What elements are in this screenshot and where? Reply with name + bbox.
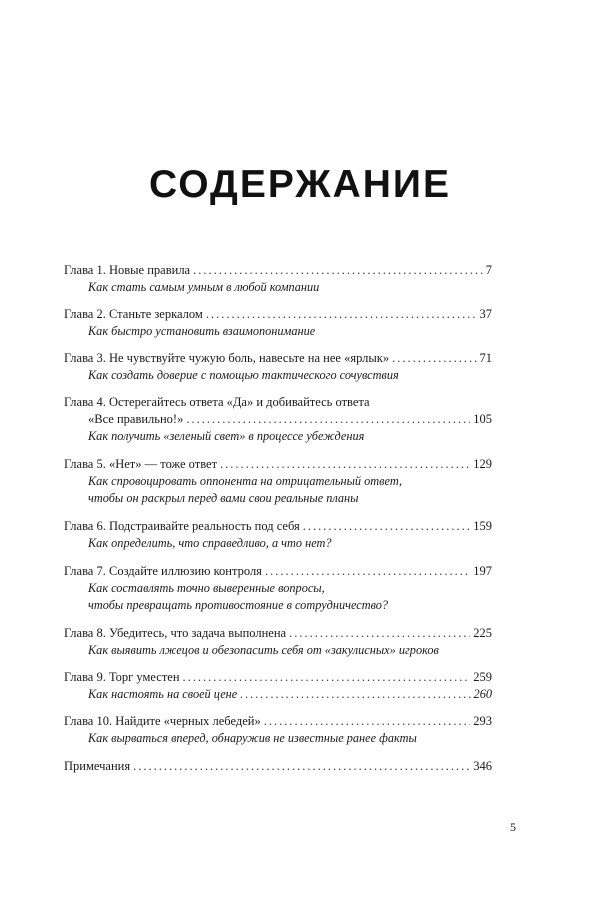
dot-leader xyxy=(133,758,470,775)
dot-leader xyxy=(240,686,470,703)
chapter-subtitle: Как спровоцировать оппонента на отрицательный ответ, xyxy=(88,474,403,488)
toc-entry-chapter-10[interactable] xyxy=(64,713,492,747)
toc-entry-chapter-3[interactable] xyxy=(64,350,492,384)
chapter-title: Глава 6. Подстраивайте реальность под себя xyxy=(64,519,300,533)
chapter-title: Глава 10. Найдите «черных лебедей» xyxy=(64,714,261,728)
toc-line xyxy=(64,563,492,580)
toc-line xyxy=(64,758,492,775)
page-number: 129 xyxy=(473,457,492,471)
page-number: 71 xyxy=(479,351,492,365)
page-title: СОДЕРЖАНИЕ xyxy=(149,163,451,206)
toc-line xyxy=(64,686,492,703)
toc-entry-chapter-7[interactable] xyxy=(64,563,492,614)
page-number: 37 xyxy=(479,307,492,321)
chapter-subtitle: Как настоять на своей цене xyxy=(88,687,238,701)
dot-leader xyxy=(186,411,470,428)
dot-leader xyxy=(303,518,470,535)
toc-line xyxy=(64,713,492,730)
toc-entry-chapter-1[interactable] xyxy=(64,262,492,296)
toc-line xyxy=(64,518,492,535)
table-of-contents xyxy=(64,262,492,775)
chapter-subtitle: Как определить, что справедливо, а что нет? xyxy=(88,536,332,550)
page-folio-number: 5 xyxy=(510,820,516,834)
dot-leader xyxy=(264,713,471,730)
page-number: 105 xyxy=(473,412,492,426)
chapter-subtitle: Как получить «зеленый свет» в процессе убеждения xyxy=(88,429,365,443)
dot-leader xyxy=(265,563,470,580)
chapter-subtitle: Как создать доверие с помощью тактического сочувствия xyxy=(88,368,399,382)
toc-line xyxy=(64,306,492,323)
chapter-title: Глава 5. «Нет» — тоже ответ xyxy=(64,457,218,471)
dot-leader xyxy=(193,262,483,279)
toc-entry-chapter-4[interactable] xyxy=(64,394,492,445)
page-number: 225 xyxy=(473,626,492,640)
page-number: 260 xyxy=(473,687,492,701)
dot-leader xyxy=(206,306,477,323)
toc-entry-chapter-8[interactable] xyxy=(64,625,492,659)
page-number: 159 xyxy=(473,519,492,533)
page-number: 259 xyxy=(473,670,492,684)
page-number: 293 xyxy=(473,714,492,728)
toc-entry-chapter-5[interactable] xyxy=(64,456,492,507)
chapter-subtitle: чтобы превращать противостояние в сотрудничество? xyxy=(88,598,389,612)
chapter-subtitle: Как выявить лжецов и обезопасить себя от «закулисных» игроков xyxy=(88,643,439,657)
chapter-title: Глава 1. Новые правила xyxy=(64,263,191,277)
chapter-title-continued: «Все правильно!» xyxy=(88,412,184,426)
chapter-subtitle: Как вырваться вперед, обнаружив не известные ранее факты xyxy=(88,731,417,745)
toc-entry-chapter-2[interactable] xyxy=(64,306,492,340)
toc-entry-chapter-9[interactable] xyxy=(64,669,492,703)
chapter-subtitle: чтобы он раскрыл перед вами свои реальные планы xyxy=(88,491,359,505)
chapter-title: Глава 3. Не чувствуйте чужую боль, навесьте на нее «ярлык» xyxy=(64,351,390,365)
notes-title: Примечания xyxy=(64,759,131,773)
toc-line xyxy=(64,411,492,428)
chapter-subtitle: Как стать самым умным в любой компании xyxy=(88,280,320,294)
chapter-title: Глава 2. Станьте зеркалом xyxy=(64,307,203,321)
toc-entry-chapter-6[interactable] xyxy=(64,518,492,552)
page-number: 197 xyxy=(473,564,492,578)
chapter-title: Глава 4. Остерегайтесь ответа «Да» и добивайтесь ответа xyxy=(64,395,370,409)
chapter-title: Глава 7. Создайте иллюзию контроля xyxy=(64,564,262,578)
toc-line xyxy=(64,394,492,411)
page-number: 7 xyxy=(485,263,492,277)
chapter-title: Глава 8. Убедитесь, что задача выполнена xyxy=(64,626,287,640)
dot-leader xyxy=(289,625,470,642)
toc-line xyxy=(64,262,492,279)
chapter-title: Глава 9. Торг уместен xyxy=(64,670,180,684)
toc-entry-notes[interactable] xyxy=(64,758,492,775)
toc-line xyxy=(64,669,492,686)
toc-line xyxy=(64,456,492,473)
page-number: 346 xyxy=(473,759,492,773)
dot-leader xyxy=(183,669,471,686)
toc-line xyxy=(64,350,492,367)
dot-leader xyxy=(220,456,470,473)
chapter-subtitle: Как составлять точно выверенные вопросы, xyxy=(88,581,325,595)
dot-leader xyxy=(392,350,476,367)
toc-line xyxy=(64,625,492,642)
chapter-subtitle: Как быстро установить взаимопонимание xyxy=(88,324,316,338)
